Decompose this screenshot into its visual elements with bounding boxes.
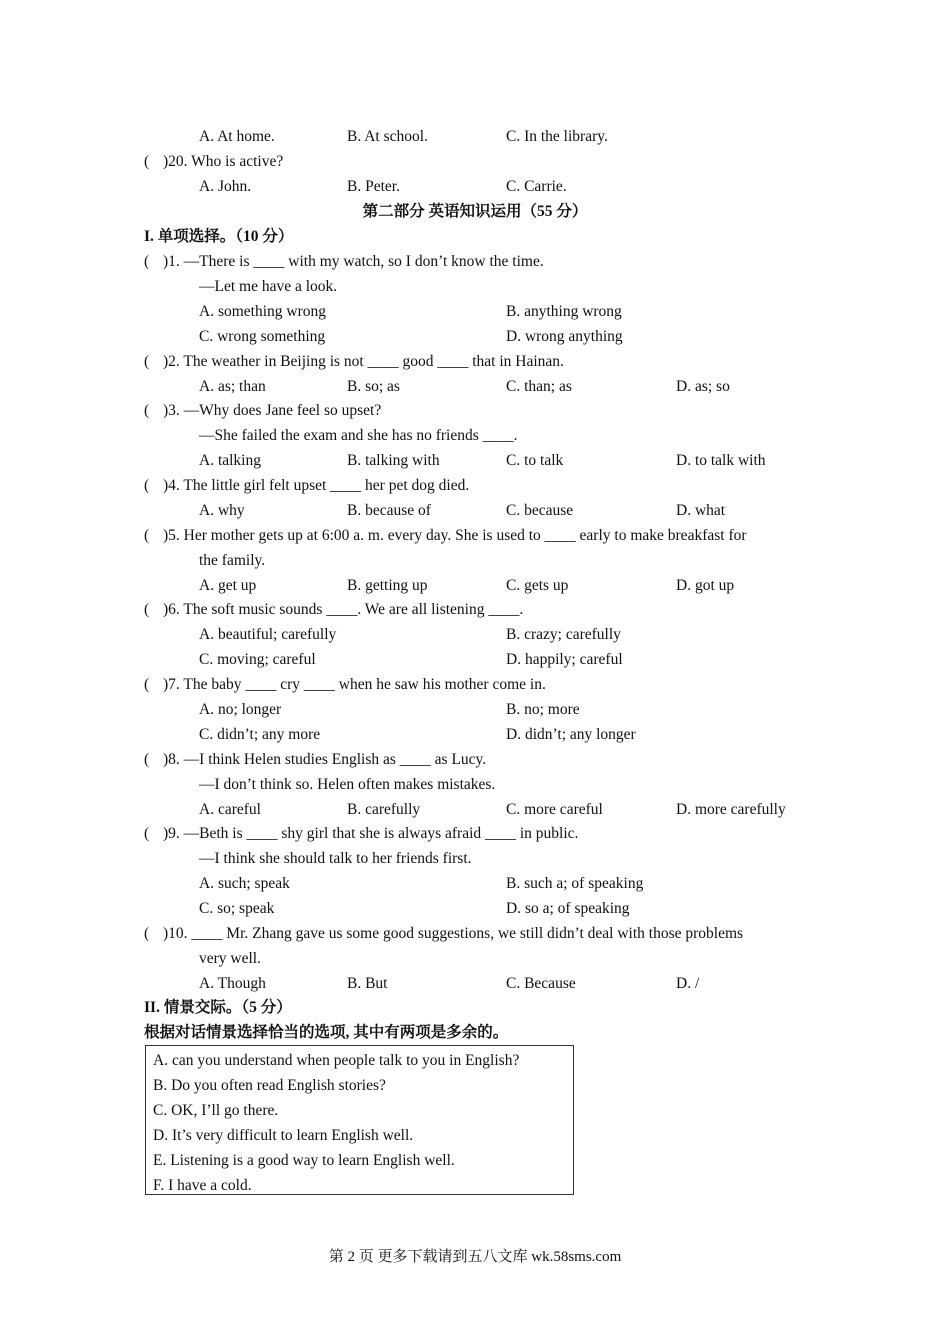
q1-stem: )1. —There is ____ with my watch, so I don’t know the time.	[163, 253, 544, 270]
q8-reply: —I don’t think so. Helen often makes mistakes.	[199, 776, 496, 793]
q3-stem: )3. —Why does Jane feel so upset?	[163, 402, 382, 419]
choice-f: F. I have a cold.	[153, 1177, 252, 1194]
q10-option-a: A. Though	[199, 975, 266, 992]
q3-option-d: D. to talk with	[676, 452, 766, 469]
q8-paren: (	[144, 751, 150, 768]
q9-stem: )9. —Beth is ____ shy girl that she is always afraid ____ in public.	[163, 825, 579, 842]
q20-option-b: B. Peter.	[347, 178, 400, 195]
q9-option-b: B. such a; of speaking	[506, 875, 644, 892]
q20-stem: )20. Who is active?	[163, 153, 284, 170]
q4-option-c: C. because	[506, 502, 574, 519]
q6-option-c: C. moving; careful	[199, 651, 316, 668]
choice-b: B. Do you often read English stories?	[153, 1077, 386, 1094]
q4-option-b: B. because of	[347, 502, 431, 519]
q5-option-c: C. gets up	[506, 577, 569, 594]
q19-option-b: B. At school.	[347, 128, 428, 145]
q4-stem: )4. The little girl felt upset ____ her pet dog died.	[163, 477, 470, 494]
q6-option-b: B. crazy; carefully	[506, 626, 621, 643]
choice-d: D. It’s very difficult to learn English well.	[153, 1127, 414, 1144]
q1-option-b: B. anything wrong	[506, 303, 622, 320]
q1-option-d: D. wrong anything	[506, 328, 623, 345]
q7-option-c: C. didn’t; any more	[199, 726, 321, 743]
part2-title: 第二部分 英语知识运用（55 分）	[362, 203, 588, 220]
q3-option-b: B. talking with	[347, 452, 440, 469]
q10-option-d: D. /	[676, 975, 700, 992]
q6-option-d: D. happily; careful	[506, 651, 623, 668]
q2-paren: (	[144, 353, 150, 370]
q2-option-c: C. than; as	[506, 378, 572, 395]
choices-box	[145, 1045, 574, 1195]
q5-stem-cont: the family.	[199, 552, 266, 569]
q2-option-b: B. so; as	[347, 378, 400, 395]
q1-option-a: A. something wrong	[199, 303, 327, 320]
q6-option-a: A. beautiful; carefully	[199, 626, 337, 643]
q7-paren: (	[144, 676, 150, 693]
q8-option-c: C. more careful	[506, 801, 603, 818]
q3-paren: (	[144, 402, 150, 419]
q9-option-c: C. so; speak	[199, 900, 275, 917]
q10-option-b: B. But	[347, 975, 388, 992]
q3-reply: —She failed the exam and she has no friends ____.	[199, 427, 518, 444]
q1-reply: —Let me have a look.	[199, 278, 338, 295]
q9-option-d: D. so a; of speaking	[506, 900, 630, 917]
q9-paren: (	[144, 825, 150, 842]
q1-option-c: C. wrong something	[199, 328, 326, 345]
q1-paren: (	[144, 253, 150, 270]
choice-a: A. can you understand when people talk to you in English?	[153, 1052, 520, 1069]
q2-option-a: A. as; than	[199, 378, 266, 395]
page-footer: 第 2 页 更多下载请到五八文库 wk.58sms.com	[328, 1249, 622, 1265]
q10-stem: )10. ____ Mr. Zhang gave us some good suggestions, we still didn’t deal with those problems	[163, 925, 744, 942]
q8-stem: )8. —I think Helen studies English as ____ as Lucy.	[163, 751, 487, 768]
q2-option-d: D. as; so	[676, 378, 730, 395]
q7-option-b: B. no; more	[506, 701, 580, 718]
choice-e: E. Listening is a good way to learn English well.	[153, 1152, 455, 1169]
choice-c: C. OK, I’ll go there.	[153, 1102, 279, 1119]
section1-heading: I. 单项选择。（10 分）	[144, 228, 294, 245]
section2-instruction: 根据对话情景选择恰当的选项, 其中有两项是多余的。	[144, 1024, 509, 1041]
q10-option-c: C. Because	[506, 975, 576, 992]
q19-option-a: A. At home.	[199, 128, 275, 145]
q5-stem: )5. Her mother gets up at 6:00 a. m. every day. She is used to ____ early to make breakfast for	[163, 527, 747, 544]
q5-option-a: A. get up	[199, 577, 257, 594]
q8-option-b: B. carefully	[347, 801, 421, 818]
q4-option-d: D. what	[676, 502, 726, 519]
q4-paren: (	[144, 477, 150, 494]
q10-paren: (	[144, 925, 150, 942]
q8-option-d: D. more carefully	[676, 801, 786, 818]
q7-option-d: D. didn’t; any longer	[506, 726, 636, 743]
q3-option-a: A. talking	[199, 452, 261, 469]
q10-stem-cont: very well.	[199, 950, 261, 967]
q5-paren: (	[144, 527, 150, 544]
q6-stem: )6. The soft music sounds ____. We are all listening ____.	[163, 601, 524, 618]
q19-option-c: C. In the library.	[506, 128, 608, 145]
q20-option-a: A. John.	[199, 178, 252, 195]
q2-stem: )2. The weather in Beijing is not ____ good ____ that in Hainan.	[163, 353, 564, 370]
q5-option-b: B. getting up	[347, 577, 428, 594]
q6-paren: (	[144, 601, 150, 618]
q8-option-a: A. careful	[199, 801, 261, 818]
q7-stem: )7. The baby ____ cry ____ when he saw his mother come in.	[163, 676, 546, 693]
section2-heading: II. 情景交际。（5 分）	[144, 999, 292, 1016]
q20-paren: (	[144, 153, 150, 170]
q4-option-a: A. why	[199, 502, 245, 519]
q9-option-a: A. such; speak	[199, 875, 290, 892]
q3-option-c: C. to talk	[506, 452, 564, 469]
q9-reply: —I think she should talk to her friends first.	[199, 850, 472, 867]
q7-option-a: A. no; longer	[199, 701, 282, 718]
q20-option-c: C. Carrie.	[506, 178, 567, 195]
q5-option-d: D. got up	[676, 577, 735, 594]
